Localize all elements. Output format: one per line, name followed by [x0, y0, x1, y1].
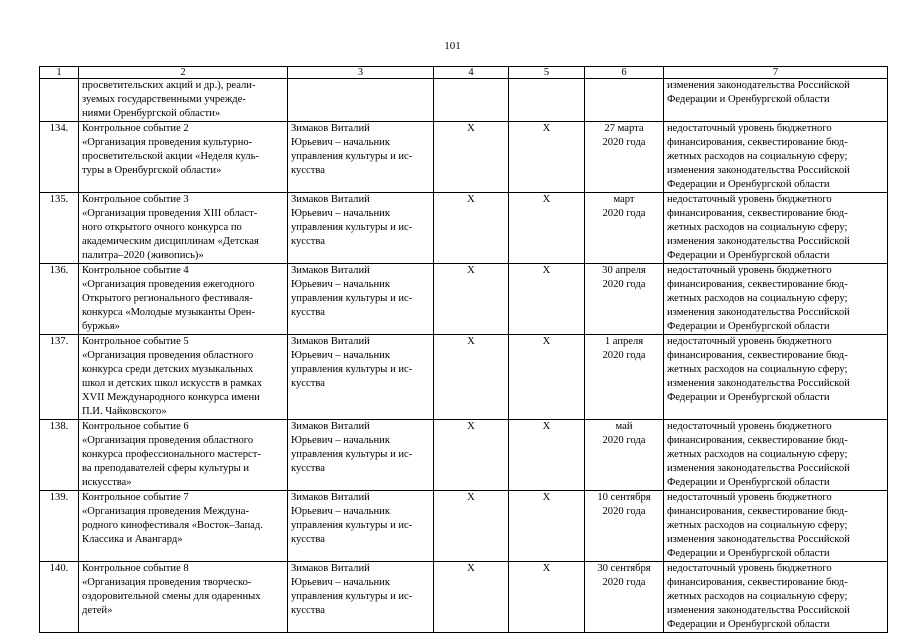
column-5-cell: X	[509, 122, 585, 193]
date-cell: 30 апреля 2020 года	[585, 264, 664, 335]
row-number-cell: 137.	[40, 335, 79, 420]
date-cell: 10 сентября 2020 года	[585, 491, 664, 562]
continuation-row	[40, 79, 888, 122]
column-5-cell	[509, 79, 585, 122]
control-events-table	[39, 66, 888, 633]
note-cell: недостаточный уровень бюджетного финансирования, секвестирование бюд- жетных расходов на социальную сферу; изменения законодательства Российской Федерации и Оренбургской области	[664, 562, 888, 633]
column-5-cell: X	[509, 264, 585, 335]
note-cell: недостаточный уровень бюджетного финансирования, секвестирование бюд- жетных расходов на социальную сферу; изменения законодательства Российской Федерации и Оренбургской области	[664, 491, 888, 562]
row-number-cell: 139.	[40, 491, 79, 562]
column-5-cell: X	[509, 491, 585, 562]
date-cell: 1 апреля 2020 года	[585, 335, 664, 420]
row-number-cell: 138.	[40, 420, 79, 491]
event-cell: Контрольное событие 8 «Организация проведения творческо- оздоровительной смены для одаренных детей»	[79, 562, 288, 633]
note-cell: недостаточный уровень бюджетного финансирования, секвестирование бюд- жетных расходов на социальную сферу; изменения законодательства Российской Федерации и Оренбургской области	[664, 264, 888, 335]
table-row	[40, 264, 888, 335]
responsible-cell	[288, 79, 434, 122]
note-cell: недостаточный уровень бюджетного финансирования, секвестирование бюд- жетных расходов на социальную сферу; изменения законодательства Российской Федерации и Оренбургской области	[664, 193, 888, 264]
column-number-cell: 6	[585, 67, 664, 79]
responsible-cell: Зимаков Виталий Юрьевич – начальник управления культуры и ис- кусства	[288, 491, 434, 562]
column-number-cell: 4	[434, 67, 509, 79]
column-4-cell: X	[434, 193, 509, 264]
event-cell: Контрольное событие 4 «Организация проведения ежегодного Открытого регионального фестиваля- конкурса «Молодые музыканты Орен- буржья»	[79, 264, 288, 335]
column-4-cell: X	[434, 264, 509, 335]
event-cell: Контрольное событие 6 «Организация проведения областного конкурса профессионального мастерст- ва преподавателей сферы культуры и искусства»	[79, 420, 288, 491]
row-number-cell: 135.	[40, 193, 79, 264]
row-number-cell: 140.	[40, 562, 79, 633]
column-4-cell: X	[434, 335, 509, 420]
note-cell: изменения законодательства Российской Федерации и Оренбургской области	[664, 79, 888, 122]
event-cell: Контрольное событие 3 «Организация проведения XIII област- ного открытого очного конкурса по академическим дисциплинам «Детская палитра–2020 (живопись)»	[79, 193, 288, 264]
responsible-cell: Зимаков Виталий Юрьевич – начальник управления культуры и ис- кусства	[288, 420, 434, 491]
column-number-cell: 7	[664, 67, 888, 79]
column-4-cell: X	[434, 122, 509, 193]
column-5-cell: X	[509, 193, 585, 264]
table-row	[40, 335, 888, 420]
date-cell	[585, 79, 664, 122]
event-cell: Контрольное событие 5 «Организация проведения областного конкурса среди детских музыкальных школ и детских школ искусств в рамках XVII Международного конкурса имени П.И. Чайковского»	[79, 335, 288, 420]
column-number-cell: 3	[288, 67, 434, 79]
column-5-cell: X	[509, 420, 585, 491]
date-cell: 30 сентября 2020 года	[585, 562, 664, 633]
column-number-row	[40, 67, 888, 79]
column-number-cell: 1	[40, 67, 79, 79]
row-number-cell: 134.	[40, 122, 79, 193]
column-number-cell: 5	[509, 67, 585, 79]
column-number-cell: 2	[79, 67, 288, 79]
date-cell: май 2020 года	[585, 420, 664, 491]
date-cell: 27 марта 2020 года	[585, 122, 664, 193]
page-number: 101	[444, 40, 461, 52]
responsible-cell: Зимаков Виталий Юрьевич – начальник управления культуры и ис- кусства	[288, 264, 434, 335]
note-cell: недостаточный уровень бюджетного финансирования, секвестирование бюд- жетных расходов на социальную сферу; изменения законодательства Российской Федерации и Оренбургской области	[664, 420, 888, 491]
column-4-cell: X	[434, 562, 509, 633]
table-row	[40, 420, 888, 491]
event-cell: Контрольное событие 7 «Организация проведения Междуна- родного кинофестиваля «Восток–Запад. Классика и Авангард»	[79, 491, 288, 562]
responsible-cell: Зимаков Виталий Юрьевич – начальник управления культуры и ис- кусства	[288, 122, 434, 193]
event-cell: просветительских акций и др.), реали- зуемых государственными учрежде- ниями Оренбургской области»	[79, 79, 288, 122]
column-4-cell	[434, 79, 509, 122]
responsible-cell: Зимаков Виталий Юрьевич – начальник управления культуры и ис- кусства	[288, 193, 434, 264]
date-cell: март 2020 года	[585, 193, 664, 264]
table-row	[40, 193, 888, 264]
responsible-cell: Зимаков Виталий Юрьевич – начальник управления культуры и ис- кусства	[288, 562, 434, 633]
column-5-cell: X	[509, 335, 585, 420]
table-row	[40, 122, 888, 193]
note-cell: недостаточный уровень бюджетного финансирования, секвестирование бюд- жетных расходов на социальную сферу; изменения законодательства Российской Федерации и Оренбургской области	[664, 122, 888, 193]
responsible-cell: Зимаков Виталий Юрьевич – начальник управления культуры и ис- кусства	[288, 335, 434, 420]
table-row	[40, 562, 888, 633]
row-number-cell	[40, 79, 79, 122]
note-cell: недостаточный уровень бюджетного финансирования, секвестирование бюд- жетных расходов на социальную сферу; изменения законодательства Российской Федерации и Оренбургской области	[664, 335, 888, 420]
row-number-cell: 136.	[40, 264, 79, 335]
table-row	[40, 491, 888, 562]
column-4-cell: X	[434, 491, 509, 562]
event-cell: Контрольное событие 2 «Организация проведения культурно- просветительской акции «Неделя куль- туры в Оренбургской области»	[79, 122, 288, 193]
column-4-cell: X	[434, 420, 509, 491]
column-5-cell: X	[509, 562, 585, 633]
